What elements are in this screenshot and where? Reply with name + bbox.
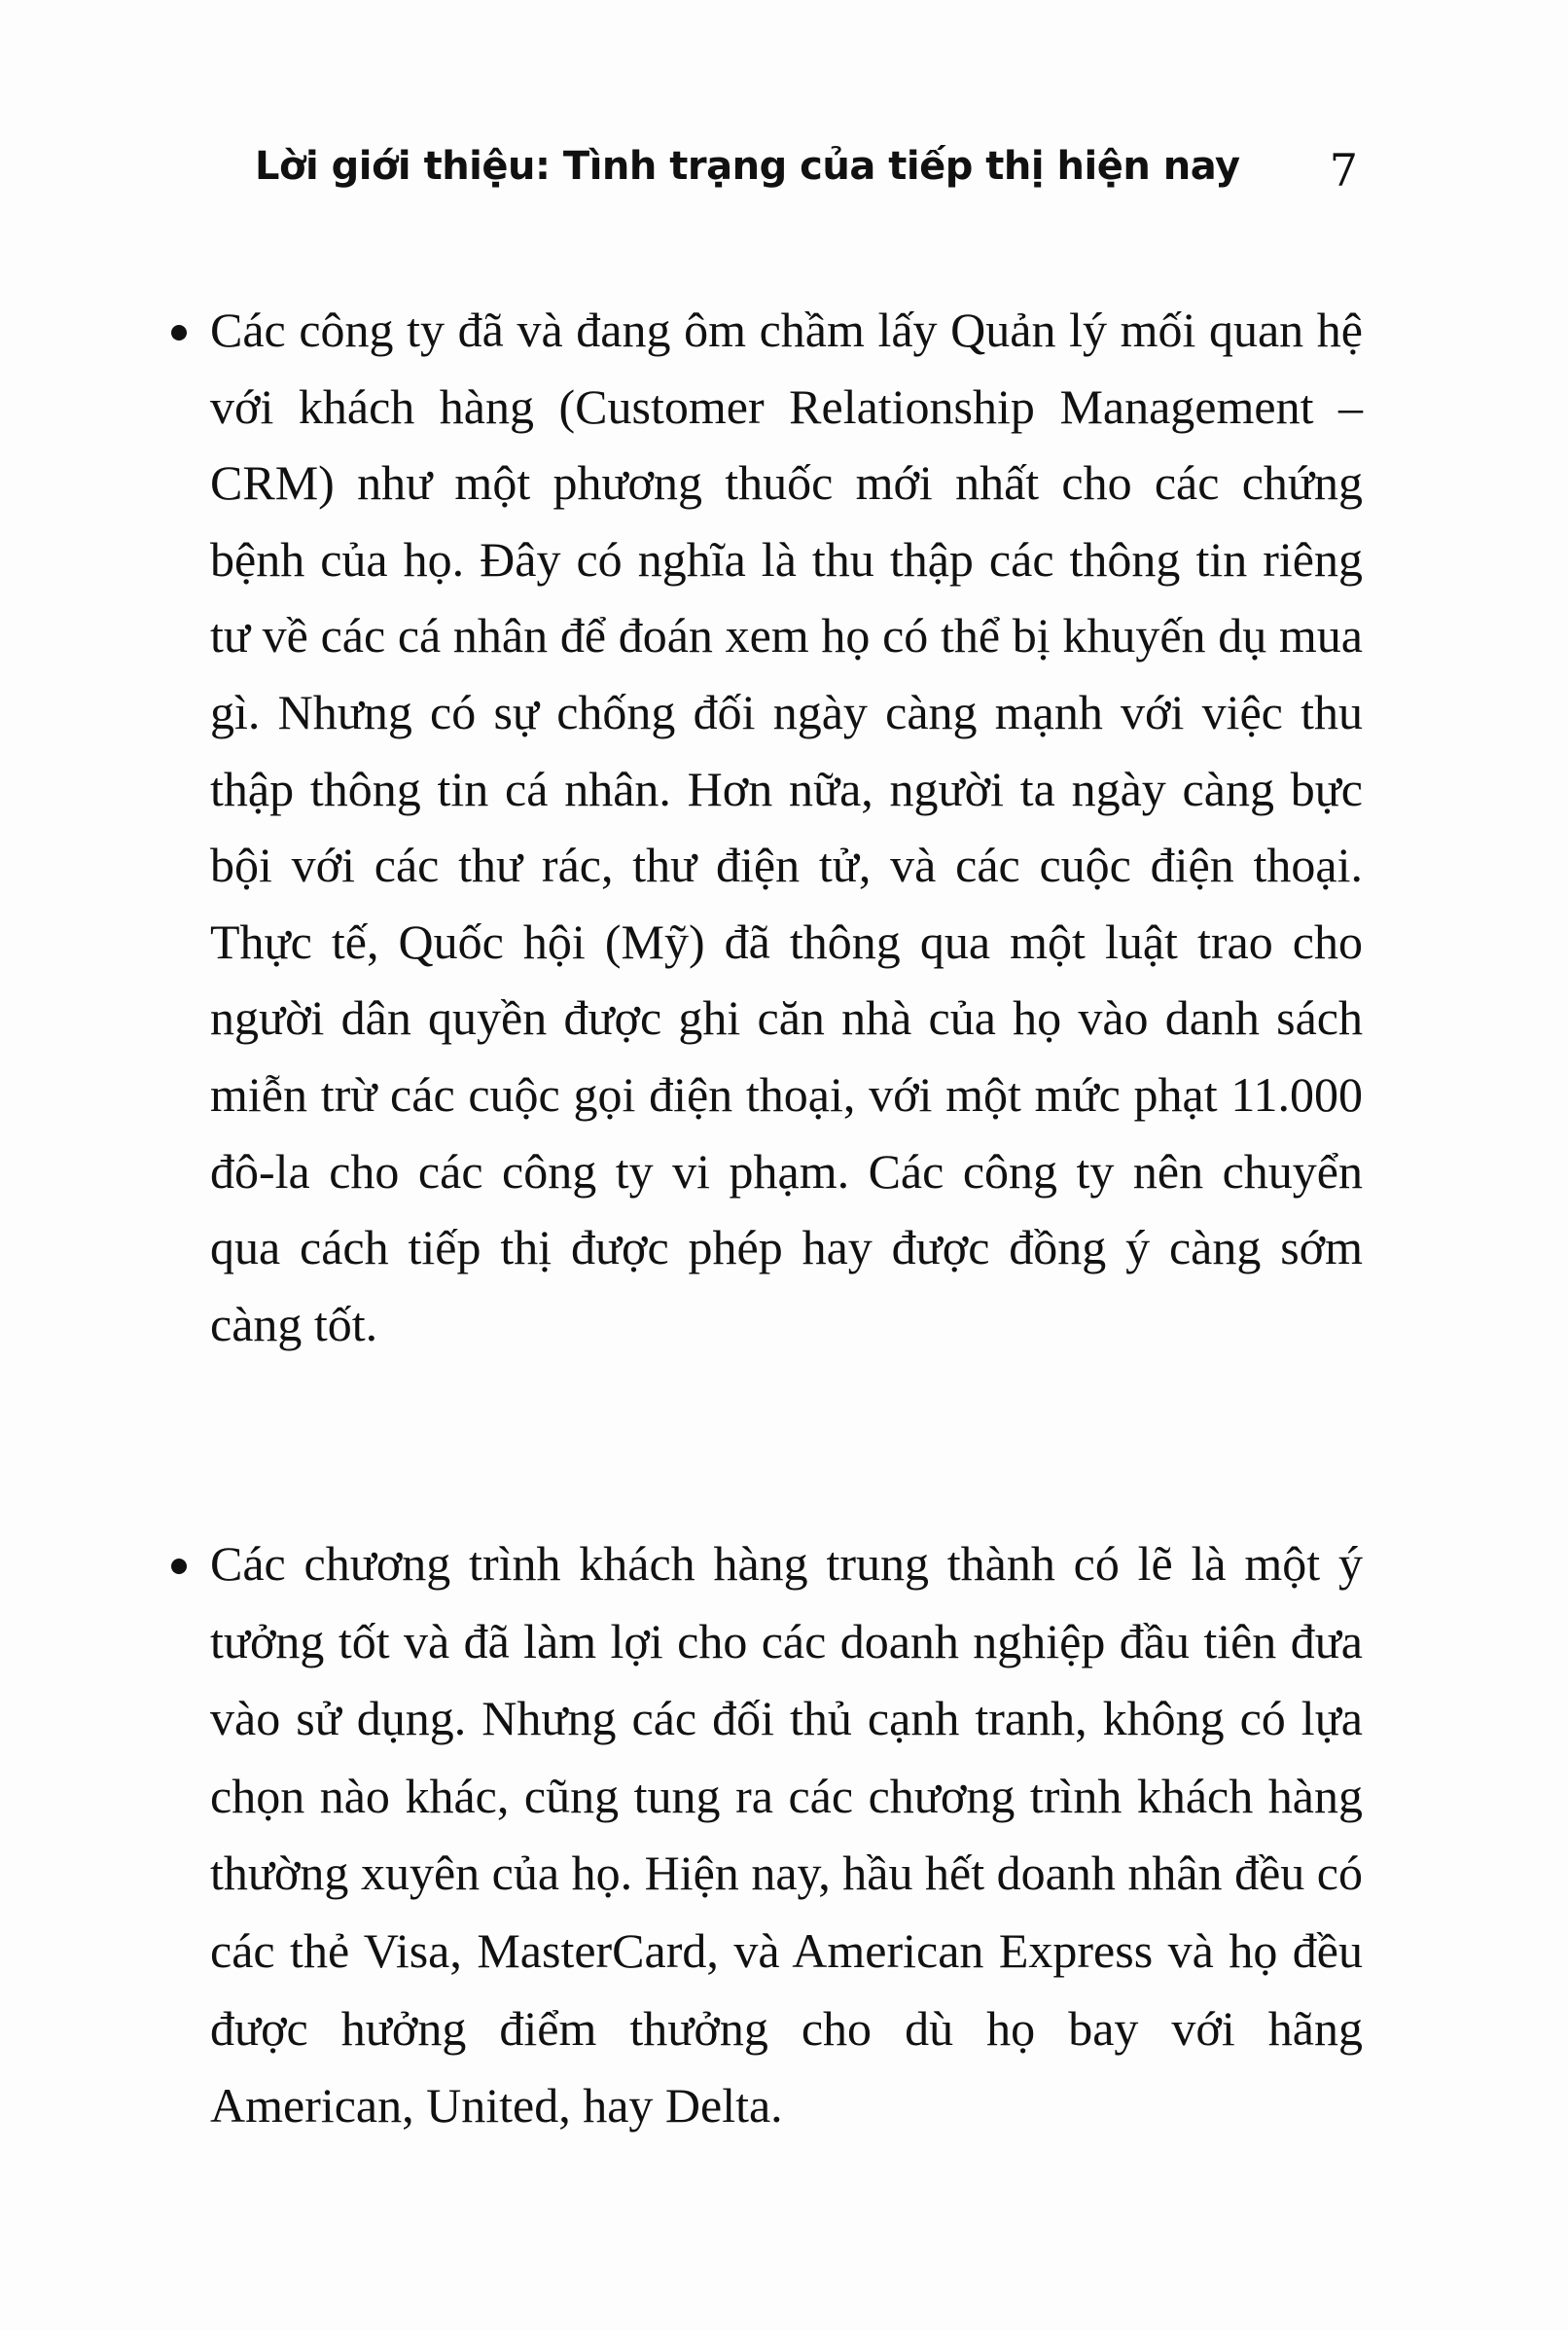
bullet-icon [171, 325, 187, 341]
bullet-paragraph [171, 292, 1363, 1362]
paragraph-text: Các chương trình khách hàng trung thành có lẽ là một ý tưởng tốt và đã làm lợi cho các doanh nghiệp đầu tiên đưa vào sử dụng. Nhưng các đối thủ cạnh tranh, không có lựa chọn nào khác, cũng tung ra các chương trình khách hàng thường xuyên của họ. Hiện nay, hầu hết doanh nhân đều có các thẻ Visa, MasterCard, và American Express và họ đều được hưởng điểm thưởng cho dù họ bay với hãng American, United, hay Delta. [210, 1536, 1363, 2134]
page-number: 7 [1329, 144, 1358, 197]
running-header [255, 144, 1372, 212]
bullet-paragraph [171, 1525, 1363, 2145]
paragraph-text: Các công ty đã và đang ôm chầm lấy Quản lý mối quan hệ với khách hàng (Customer Relationship Management – CRM) như một phương thuốc mới nhất cho các chứng bệnh của họ. Đây có nghĩa là thu thập các thông tin riêng tư về các cá nhân để đoán xem họ có thể bị khuyến dụ mua gì. Nhưng có sự chống đối ngày càng mạnh với việc thu thập thông tin cá nhân. Hơn nữa, người ta ngày càng bực bội với các thư rác, thư điện tử, và các cuộc điện thoại. Thực tế, Quốc hội (Mỹ) đã thông qua một luật trao cho người dân quyền được ghi căn nhà của họ vào danh sách miễn trừ các cuộc gọi điện thoại, với một mức phạt 11.000 đô-la cho các công ty vi phạm. Các công ty nên chuyển qua cách tiếp thị được phép hay được đồng ý càng sớm càng tốt. [210, 303, 1363, 1351]
chapter-title: Lời giới thiệu: Tình trạng của tiếp thị hiện nay [255, 144, 1240, 189]
bullet-icon [171, 1559, 187, 1574]
